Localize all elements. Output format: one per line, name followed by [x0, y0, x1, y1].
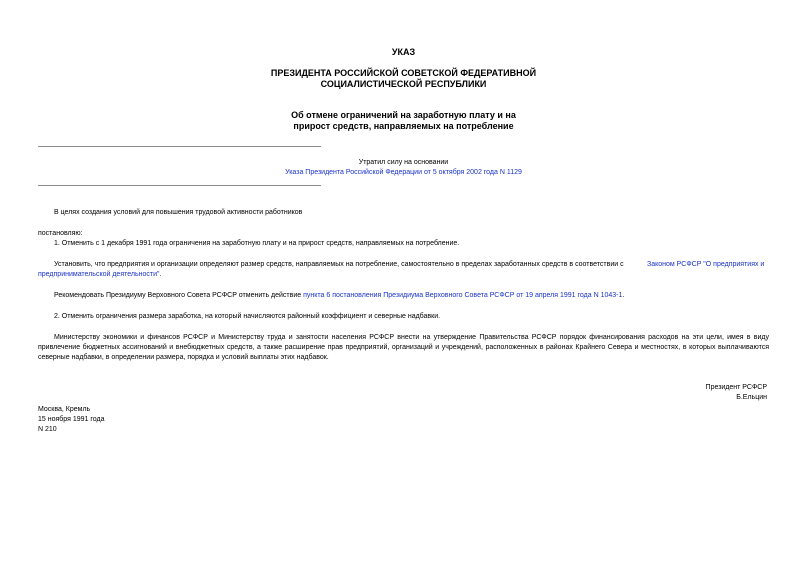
signature-block — [706, 383, 767, 403]
document-title — [0, 110, 807, 132]
item-1-text: 1. Отменить с 1 декабря 1991 года ограничения на заработную плату и на прирост средств, направляемых на потребление. — [54, 240, 460, 247]
decree-heading: УКАЗ — [391, 47, 416, 57]
divider-bottom — [38, 185, 321, 186]
resolution-link[interactable]: пункта 6 постановления Президиума Верховного Совета РСФСР от 19 апреля 1991 года N 1043-1 — [303, 292, 623, 299]
signature-title: Президент РСФСР — [705, 384, 767, 391]
divider-top — [38, 146, 321, 147]
issuer-heading-line-2: СОЦИАЛИСТИЧЕСКОЙ РЕСПУБЛИКИ — [320, 79, 487, 89]
issuer-heading — [0, 68, 807, 90]
decree-number: N 210 — [38, 426, 57, 433]
recommend-paragraph — [54, 291, 624, 301]
date-text: 15 ноября 1991 года — [38, 416, 105, 423]
ministry-paragraph: Министерству экономики и финансов РСФСР и Министерству труда и занятости населения РСФСР внести на утверждение Правительства РСФСР порядок финансирования расходов на эти цели, имея в виду привлечение бюджетных ассигнований и внебюджетных средств, а также расширение прав предприятий, организаций и учреждений, расположенных в районах Крайнего Севера и местностях, в которых выплачиваются северные надбавки, в определении размера, порядка и условий выплаты этих надбавок. — [38, 334, 769, 361]
document-title-line-1: Об отмене ограничений на заработную плату и на — [291, 110, 516, 120]
establish-text: Установить, что предприятия и организации определяют размер средств, направляемых на потребление, самостоятельно в пределах заработанных средств в соответствии с — [54, 261, 624, 268]
place-text: Москва, Кремль — [38, 406, 91, 413]
signature-name: Б.Ельцин — [736, 394, 767, 401]
establish-end: . — [159, 271, 162, 278]
document-title-line-2: прирост средств, направляемых на потребление — [293, 121, 514, 131]
law-link-part-1[interactable]: Законом РСФСР "О предприятиях и — [647, 261, 765, 268]
issuer-heading-line-1: ПРЕЗИДЕНТА РОССИЙСКОЙ СОВЕТСКОЙ ФЕДЕРАТИВНОЙ — [270, 68, 537, 78]
lost-force-link[interactable]: Указа Президента Российской Федерации от 5 октября 2002 года N 1129 — [285, 169, 522, 176]
recommend-end: . — [622, 292, 625, 299]
recommend-text: Рекомендовать Президиуму Верховного Совета РСФСР отменить действие — [54, 292, 302, 299]
establish-paragraph-line-1 — [54, 260, 624, 270]
decree-word: постановляю: — [38, 230, 83, 237]
law-link-part-2[interactable]: предпринимательской деятельности" — [38, 271, 160, 278]
preamble-text: В целях создания условий для повышения трудовой активности работников — [54, 209, 303, 216]
establish-paragraph-line-2 — [38, 270, 161, 280]
lost-force-label: Утратил силу на основании — [358, 159, 449, 166]
item-2-text: 2. Отменить ограничения размера заработка, на который начисляются районный коэффициент и северные надбавки. — [54, 313, 441, 320]
lost-force-line — [0, 168, 807, 178]
